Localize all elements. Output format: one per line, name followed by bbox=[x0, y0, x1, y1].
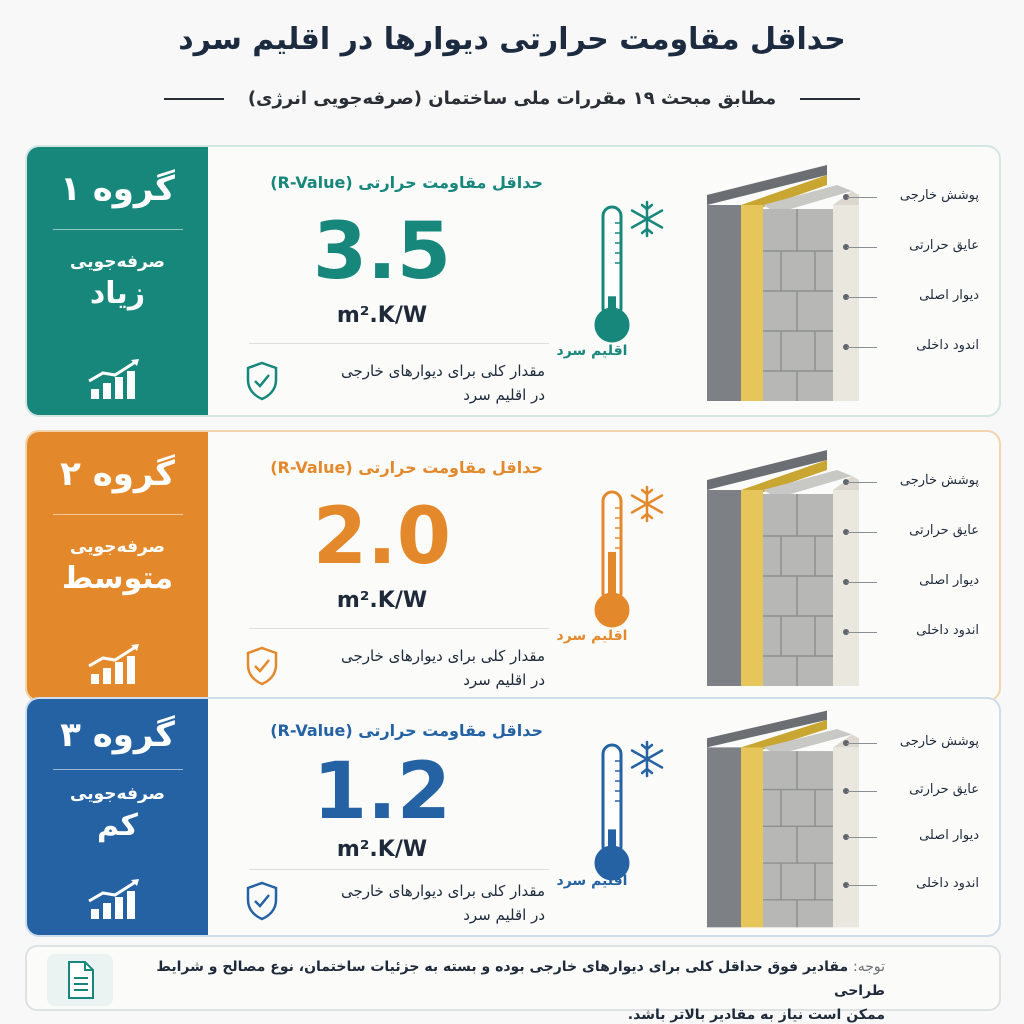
efficiency-value: متوسط bbox=[61, 561, 174, 596]
layer-leader-line bbox=[847, 632, 877, 633]
divider bbox=[249, 869, 549, 870]
climate-label: اقلیم سرد bbox=[556, 343, 628, 359]
wall-layer-label: دیوار اصلی bbox=[919, 828, 979, 843]
group-card-3 bbox=[25, 697, 1001, 937]
layer-leader-line bbox=[847, 347, 877, 348]
subtitle-divider-right bbox=[800, 98, 860, 100]
group-card-1 bbox=[25, 145, 1001, 417]
growth-chart-icon bbox=[87, 642, 147, 686]
group-title: گروه ۲ bbox=[60, 454, 175, 494]
snowflake-icon bbox=[627, 199, 667, 239]
footer-label: توجه: bbox=[852, 959, 885, 975]
snowflake-icon bbox=[627, 739, 667, 779]
climate-label: اقلیم سرد bbox=[556, 873, 628, 889]
side-divider bbox=[53, 769, 183, 770]
growth-chart-icon bbox=[87, 357, 147, 401]
rvalue-note bbox=[289, 879, 545, 927]
rvalue-title: حداقل مقاومت حرارتی (R-Value) bbox=[270, 173, 543, 192]
shield-check-icon bbox=[245, 881, 279, 921]
group-side-panel bbox=[27, 699, 208, 935]
wall-layer-labels bbox=[839, 432, 989, 700]
wall-layer-labels bbox=[839, 147, 989, 415]
group-side-panel bbox=[27, 432, 208, 700]
climate-label: اقلیم سرد bbox=[556, 628, 628, 644]
page-title: حداقل مقاومت حرارتی دیوارها در اقلیم سرد bbox=[178, 22, 846, 57]
layer-leader-line bbox=[847, 885, 877, 886]
efficiency-value: کم bbox=[97, 808, 138, 843]
rvalue-number: 3.5 bbox=[312, 207, 452, 297]
group-side-panel bbox=[27, 147, 208, 415]
wall-layer-label: عایق حرارتی bbox=[909, 782, 979, 797]
wall-layer-labels bbox=[839, 699, 989, 935]
layer-leader-line bbox=[847, 197, 877, 198]
footer-note bbox=[25, 945, 1001, 1023]
side-divider bbox=[53, 229, 183, 230]
rvalue-number: 2.0 bbox=[312, 492, 452, 582]
rvalue-number: 1.2 bbox=[312, 747, 452, 837]
layer-leader-line bbox=[847, 582, 877, 583]
page-subtitle: مطابق مبحث ۱۹ مقررات ملی ساختمان (صرفه‌جویی انرژی) bbox=[247, 88, 777, 109]
wall-layer-label: پوشش خارجی bbox=[899, 734, 979, 749]
efficiency-label: صرفه‌جویی bbox=[70, 252, 165, 272]
note-line-1: مقدار کلی برای دیوارهای خارجی bbox=[340, 647, 545, 665]
wall-layer-label: دیوار اصلی bbox=[919, 288, 979, 303]
wall-layer-label: دیوار اصلی bbox=[919, 573, 979, 588]
efficiency-label: صرفه‌جویی bbox=[70, 537, 165, 557]
layer-leader-line bbox=[847, 837, 877, 838]
rvalue-note bbox=[289, 359, 545, 407]
subtitle-divider-left bbox=[164, 98, 224, 100]
efficiency-label: صرفه‌جویی bbox=[70, 784, 165, 804]
footer-text bbox=[137, 955, 885, 1024]
layer-leader-line bbox=[847, 532, 877, 533]
layer-leader-line bbox=[847, 791, 877, 792]
note-line-1: مقدار کلی برای دیوارهای خارجی bbox=[340, 362, 545, 380]
wall-layer-label: پوشش خارجی bbox=[899, 473, 979, 488]
wall-layer-label: عایق حرارتی bbox=[909, 238, 979, 253]
group-card-2 bbox=[25, 430, 1001, 702]
footer-line-1: مقادیر فوق حداقل کلی برای دیوارهای خارجی بوده و بسته به جزئیات ساختمان، نوع مصالح و شرایط طراحی bbox=[156, 959, 885, 999]
wall-layer-label: عایق حرارتی bbox=[909, 523, 979, 538]
wall-layer-label: اندود داخلی bbox=[916, 876, 979, 891]
note-line-1: مقدار کلی برای دیوارهای خارجی bbox=[340, 882, 545, 900]
note-line-2: در اقلیم سرد bbox=[463, 906, 545, 924]
layer-leader-line bbox=[847, 743, 877, 744]
snowflake-icon bbox=[627, 484, 667, 524]
subtitle-row bbox=[0, 88, 1024, 109]
rvalue-unit: m².K/W bbox=[336, 837, 428, 862]
layer-leader-line bbox=[847, 482, 877, 483]
note-line-2: در اقلیم سرد bbox=[463, 386, 545, 404]
layer-leader-line bbox=[847, 297, 877, 298]
rvalue-note bbox=[289, 644, 545, 692]
wall-layer-label: پوشش خارجی bbox=[899, 188, 979, 203]
document-icon bbox=[47, 954, 113, 1006]
side-divider bbox=[53, 514, 183, 515]
efficiency-value: زیاد bbox=[89, 276, 146, 311]
rvalue-title: حداقل مقاومت حرارتی (R-Value) bbox=[270, 721, 543, 740]
shield-check-icon bbox=[245, 361, 279, 401]
group-title: گروه ۱ bbox=[60, 169, 175, 209]
wall-layer-label: اندود داخلی bbox=[916, 338, 979, 353]
divider bbox=[249, 628, 549, 629]
rvalue-unit: m².K/W bbox=[336, 303, 428, 328]
layer-leader-line bbox=[847, 247, 877, 248]
growth-chart-icon bbox=[87, 877, 147, 921]
rvalue-unit: m².K/W bbox=[336, 588, 428, 613]
group-title: گروه ۳ bbox=[60, 715, 175, 755]
wall-layer-label: اندود داخلی bbox=[916, 623, 979, 638]
note-line-2: در اقلیم سرد bbox=[463, 671, 545, 689]
shield-check-icon bbox=[245, 646, 279, 686]
footer-line-2: ممکن است نیاز به مقادیر بالاتر باشد. bbox=[627, 1007, 885, 1023]
divider bbox=[249, 343, 549, 344]
rvalue-title: حداقل مقاومت حرارتی (R-Value) bbox=[270, 458, 543, 477]
